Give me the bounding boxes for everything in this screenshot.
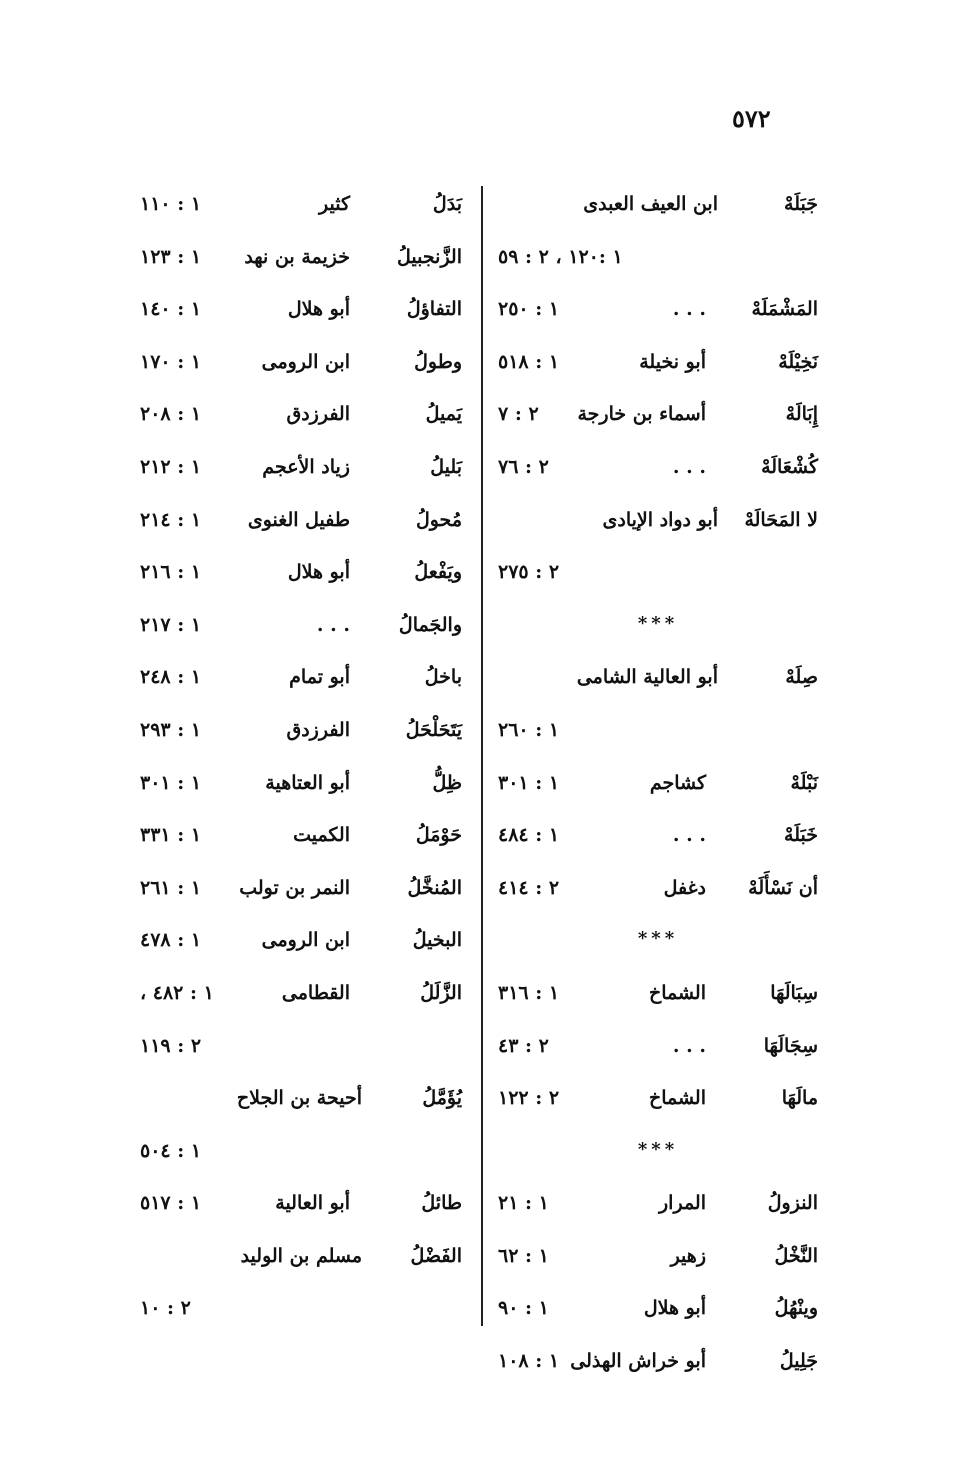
- rhyme-word: جَبَلَهْ: [784, 193, 818, 215]
- volume-page-reference: ١ : ٢١٢: [140, 455, 202, 478]
- index-entry: [140, 1072, 462, 1125]
- volume-page-reference: ١ : ٤٨٢ ،: [140, 981, 214, 1004]
- index-entry: [140, 388, 462, 441]
- rhyme-word: والجَمالُ: [398, 613, 462, 636]
- index-entry: [498, 1020, 818, 1073]
- poet-name: أبو هلال: [287, 298, 350, 321]
- index-entry: [140, 441, 462, 494]
- poet-name: أبو نخيلة: [639, 350, 706, 373]
- poet-name: خزيمة بن نهد: [244, 245, 350, 268]
- volume-page-reference: ٢ : ١٢٢: [498, 1087, 560, 1110]
- poet-name: أبو دواد الإيادى: [602, 508, 718, 531]
- index-entry: [140, 1282, 462, 1335]
- volume-page-reference: ١ : ٥١٧: [140, 1192, 202, 1215]
- page-number: ٥٧٢: [732, 104, 771, 133]
- index-entry: [140, 599, 462, 652]
- index-entry: [140, 1125, 462, 1178]
- poet-name: كثير: [319, 193, 350, 215]
- volume-page-reference: ١ : ٥٠٤: [140, 1139, 202, 1162]
- poet-name: أبو هلال: [287, 561, 350, 584]
- poet-name: أسماء بن خارجة: [577, 403, 706, 426]
- right-column: [498, 178, 818, 1388]
- rhyme-word: التفاؤلُ: [406, 298, 462, 321]
- rhyme-word: البخيلُ: [412, 929, 462, 952]
- poet-name: أبو العالية: [275, 1192, 350, 1215]
- volume-page-reference: ١ : ٢٦٠: [498, 718, 560, 741]
- volume-page-reference: ١ : ٣٣١: [140, 824, 202, 847]
- index-entry: [498, 757, 818, 810]
- rhyme-word: أن نَسْأَلَهْ: [748, 876, 818, 899]
- poet-name: الشماخ: [648, 1087, 706, 1110]
- volume-page-reference: ١ : ١٤٠: [140, 298, 202, 321]
- index-entry: [140, 914, 462, 967]
- volume-page-reference: ١ : ٦٢: [498, 1244, 549, 1267]
- poet-name: زياد الأعجم: [262, 455, 350, 478]
- poet-name: . . .: [316, 613, 350, 636]
- rhyme-word: الزَّلَلُ: [420, 981, 462, 1004]
- poet-name: ابن العيف العبدى: [583, 193, 718, 215]
- rhyme-word: وينْهُلُ: [774, 1297, 818, 1320]
- index-entry: [498, 336, 818, 389]
- volume-page-reference: ١ : ٩٠: [498, 1297, 549, 1320]
- volume-page-reference: ١ : ١١٠: [140, 193, 202, 215]
- volume-page-reference: ١ : ١٧٠: [140, 350, 202, 373]
- poet-name: أبو تمام: [289, 666, 350, 689]
- rhyme-word: المَشْمَلَهْ: [751, 298, 818, 321]
- rhyme-word: باخلُ: [424, 666, 462, 689]
- rhyme-word: المُنخَّلُ: [407, 876, 462, 899]
- index-entry: [498, 809, 818, 862]
- rhyme-word: نَبْلَهْ: [790, 771, 818, 794]
- rhyme-word: خَبَلَهْ: [784, 824, 818, 847]
- volume-page-reference: ٢ : ٧٦: [498, 455, 549, 478]
- index-entry: [140, 546, 462, 599]
- rhyme-word: جَلِيلُ: [779, 1350, 818, 1373]
- index-entry: [498, 704, 818, 757]
- volume-page-reference: ١ : ٢١: [498, 1192, 549, 1215]
- poet-name: النمر بن تولب: [239, 876, 350, 899]
- rhyme-word: حَوْمَلُ: [415, 824, 462, 847]
- volume-page-reference: ١ : ٢٦١: [140, 876, 202, 899]
- index-entry: [498, 1282, 818, 1335]
- volume-page-reference: ١ : ٢٥٠: [498, 298, 560, 321]
- index-entry: [140, 1177, 462, 1230]
- rhyme-word: بَليلُ: [430, 455, 462, 478]
- rhyme-word: لا المَحَالَهْ: [744, 508, 818, 531]
- poet-name: الفرزدق: [286, 718, 350, 741]
- poet-name: أبو هلال: [643, 1297, 706, 1320]
- poet-name: طفيل الغنوى: [247, 508, 350, 531]
- index-entry: [498, 1177, 818, 1230]
- index-entry: [498, 1230, 818, 1283]
- volume-page-reference: ١ : ٤٨٤: [498, 824, 560, 847]
- volume-page-reference: ٢ : ٤٣: [498, 1034, 549, 1057]
- poet-name: أبو العتاهية: [265, 771, 350, 794]
- index-entry: [140, 336, 462, 389]
- index-entry: [140, 757, 462, 810]
- column-divider: [481, 186, 483, 1326]
- rhyme-word: مُحولُ: [415, 508, 462, 531]
- index-entry: [498, 494, 818, 547]
- rhyme-word: طائلُ: [421, 1192, 462, 1215]
- volume-page-reference: ١ : ١٢٣: [140, 245, 202, 268]
- rhyme-word: النَّخْلُ: [774, 1244, 818, 1267]
- index-entry: [140, 1230, 462, 1283]
- poet-name: ابن الرومى: [261, 929, 350, 952]
- poet-name: أبو العالية الشامى: [576, 666, 718, 689]
- poet-name: الكميت: [293, 824, 350, 847]
- index-entry: [140, 1020, 462, 1073]
- volume-page-reference: ١ : ٢٤٨: [140, 666, 202, 689]
- poet-name: . . .: [672, 1034, 706, 1057]
- poet-name: الشماخ: [648, 981, 706, 1004]
- rhyme-word: يُؤَمَّلُ: [422, 1087, 462, 1110]
- volume-page-reference: ١ :١٢٠ ، ٢ : ٥٩: [498, 245, 623, 268]
- rhyme-word: الفَضْلُ: [410, 1244, 462, 1267]
- index-entry: [498, 441, 818, 494]
- index-entry: [498, 651, 818, 704]
- index-entry: [140, 283, 462, 336]
- index-entry: [498, 1072, 818, 1125]
- poet-name: مسلم بن الوليد: [240, 1244, 362, 1267]
- poet-name: . . .: [672, 824, 706, 847]
- volume-page-reference: ١ : ٢١٤: [140, 508, 202, 531]
- volume-page-reference: ١ : ٤٧٨: [140, 929, 202, 952]
- rhyme-word: بَدَلُ: [432, 193, 462, 215]
- volume-page-reference: ١ : ٣٠١: [140, 771, 202, 794]
- poet-name: أبو خراش الهذلى: [570, 1350, 706, 1373]
- volume-page-reference: ٢ : ٢٧٥: [498, 561, 560, 584]
- index-entry: [140, 651, 462, 704]
- poet-name: ابن الرومى: [261, 350, 350, 373]
- index-entry: [498, 862, 818, 915]
- volume-page-reference: ١ : ٣٠١: [498, 771, 560, 794]
- rhyme-word: سِبَالَهَا: [770, 981, 818, 1004]
- rhyme-word: يَتَحَلْحَلُ: [405, 718, 462, 741]
- rhyme-word: صِلَهْ: [785, 666, 818, 689]
- index-entry: [498, 388, 818, 441]
- index-entry: [140, 494, 462, 547]
- rhyme-word: مالَهَا: [781, 1087, 818, 1110]
- section-separator: ***: [637, 1138, 679, 1160]
- poet-name: زهير: [670, 1244, 706, 1267]
- poet-name: القطامى: [281, 981, 350, 1004]
- index-entry: [140, 967, 462, 1020]
- volume-page-reference: ٢ : ٧: [498, 403, 539, 426]
- volume-page-reference: ١ : ١٠٨: [498, 1350, 560, 1373]
- volume-page-reference: ١ : ٥١٨: [498, 350, 560, 373]
- rhyme-word: ويَفْعلُ: [414, 561, 462, 584]
- section-separator: ***: [637, 612, 679, 634]
- index-entry: [140, 809, 462, 862]
- rhyme-word: سِجَالَهَا: [763, 1034, 818, 1057]
- section-separator: ***: [637, 928, 679, 950]
- rhyme-word: النزولُ: [767, 1192, 818, 1215]
- poet-name: . . .: [672, 455, 706, 478]
- index-entry: [140, 178, 462, 231]
- volume-page-reference: ٢ : ١٠: [140, 1297, 191, 1320]
- index-entry: [498, 178, 818, 231]
- volume-page-reference: ١ : ٢٠٨: [140, 403, 202, 426]
- rhyme-word: كُشْعَالَهْ: [761, 455, 818, 478]
- rhyme-word: إِبَالَهْ: [785, 403, 818, 426]
- volume-page-reference: ١ : ٢١٦: [140, 561, 202, 584]
- index-entry: [140, 862, 462, 915]
- poet-name: المرار: [659, 1192, 706, 1215]
- volume-page-reference: ٢ : ٤١٤: [498, 876, 560, 899]
- index-entry: [140, 704, 462, 757]
- index-entry: [498, 967, 818, 1020]
- volume-page-reference: ١ : ٢١٧: [140, 613, 202, 636]
- rhyme-word: نَخِيْلَهْ: [778, 350, 818, 373]
- poet-name: . . .: [672, 298, 706, 321]
- index-entry: [498, 546, 818, 599]
- rhyme-word: الزَّنجبيلُ: [397, 245, 462, 268]
- poet-name: الفرزدق: [286, 403, 350, 426]
- rhyme-word: وطولُ: [414, 350, 462, 373]
- rhyme-word: يَميلُ: [425, 403, 462, 426]
- poet-name: أحيحة بن الجلاح: [236, 1087, 362, 1110]
- index-entry: [498, 231, 818, 284]
- index-entry: [140, 231, 462, 284]
- index-entry: [498, 1335, 818, 1388]
- volume-page-reference: ١ : ٣١٦: [498, 981, 560, 1004]
- poet-name: كشاجم: [649, 771, 706, 794]
- volume-page-reference: ٢ : ١١٩: [140, 1034, 202, 1057]
- poet-name: دغفل: [663, 876, 706, 899]
- rhyme-word: ظِلُّ: [432, 771, 462, 794]
- left-column: [140, 178, 462, 1335]
- volume-page-reference: ١ : ٢٩٣: [140, 718, 202, 741]
- index-entry: [498, 283, 818, 336]
